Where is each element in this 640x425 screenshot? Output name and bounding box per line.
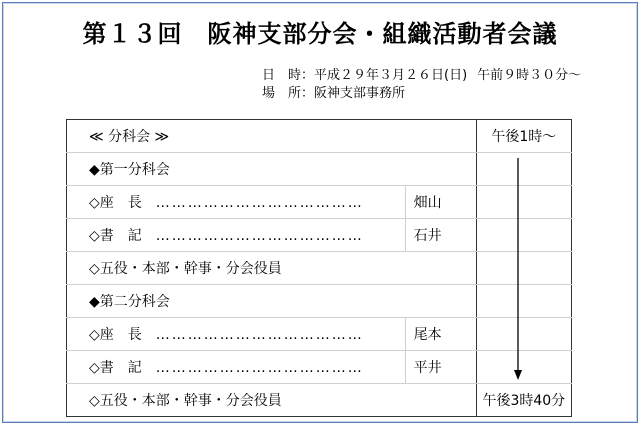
person-name: 畑山 bbox=[405, 186, 476, 219]
table-row bbox=[67, 351, 572, 384]
role-cell bbox=[67, 219, 406, 252]
end-time: 午後3時40分 bbox=[476, 384, 571, 417]
leader-dots: ………………………………… bbox=[155, 195, 364, 211]
place-line bbox=[262, 82, 405, 101]
leader-dots: ………………………………… bbox=[155, 228, 364, 244]
table-header-row bbox=[67, 120, 572, 153]
role-label: ◇座 長 bbox=[89, 327, 142, 343]
role-label: ◇座 長 bbox=[89, 195, 142, 211]
role-cell bbox=[67, 318, 406, 351]
table-row bbox=[67, 153, 572, 186]
group-heading: ◆第二分科会 bbox=[67, 285, 477, 318]
place-label: 場 所： bbox=[262, 86, 315, 101]
person-name: 石井 bbox=[405, 219, 476, 252]
table-row bbox=[67, 384, 572, 417]
down-arrow-icon bbox=[514, 158, 522, 381]
date-line bbox=[262, 64, 581, 83]
table-row bbox=[67, 186, 572, 219]
table-row bbox=[67, 285, 572, 318]
role-label: ◇書 記 bbox=[89, 360, 142, 376]
role-cell bbox=[67, 351, 406, 384]
role-label: ◇書 記 bbox=[89, 228, 142, 244]
table-row bbox=[67, 318, 572, 351]
time-value: 午前９時３０分〜 bbox=[477, 68, 582, 83]
table-row bbox=[67, 219, 572, 252]
date-value: 平成２９年３月２６日(日) bbox=[314, 68, 468, 83]
attendees-line: ◇五役・本部・幹事・分会役員 bbox=[67, 252, 477, 285]
person-name: 尾本 bbox=[405, 318, 476, 351]
schedule-table bbox=[66, 119, 572, 417]
group-heading: ◆第一分科会 bbox=[67, 153, 477, 186]
leader-dots: ………………………………… bbox=[155, 327, 364, 343]
leader-dots: ………………………………… bbox=[155, 360, 364, 376]
table-row bbox=[67, 252, 572, 285]
date-label: 日 時： bbox=[262, 68, 315, 83]
role-cell bbox=[67, 186, 406, 219]
attendees-line: ◇五役・本部・幹事・分会役員 bbox=[67, 384, 477, 417]
start-time: 午後1時〜 bbox=[476, 120, 571, 153]
section-header: ≪ 分科会 ≫ bbox=[67, 120, 477, 153]
person-name: 平井 bbox=[405, 351, 476, 384]
page-title: 第１３回 阪神支部分会・組織活動者会議 bbox=[82, 19, 558, 48]
place-value: 阪神支部事務所 bbox=[314, 86, 406, 101]
